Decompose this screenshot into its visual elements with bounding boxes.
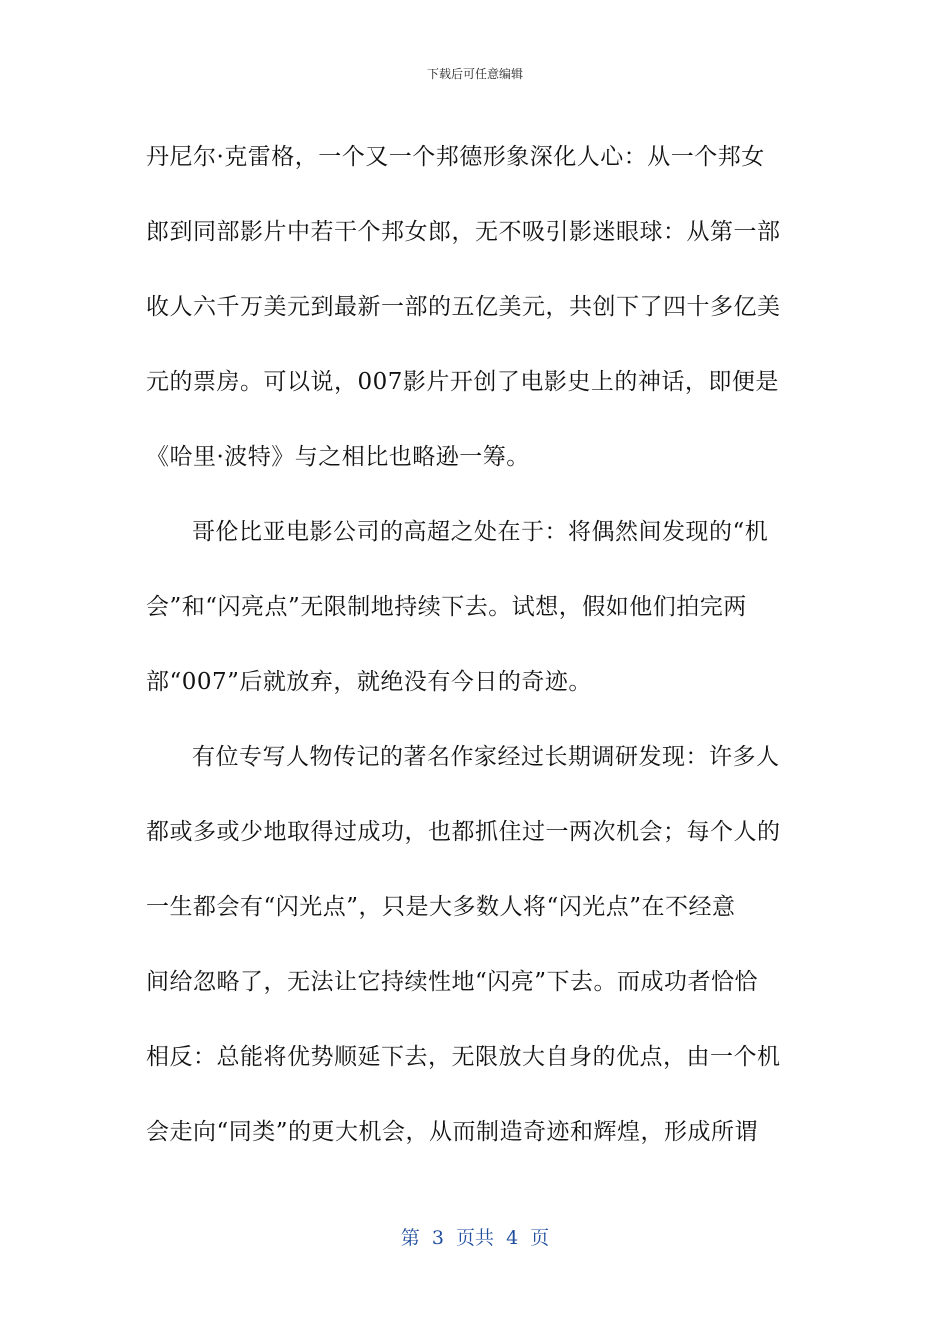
page-number-footer: 第 3 页共 4 页: [400, 1227, 550, 1249]
text-line: 《哈里·波特》与之相比也略逊一筹。: [146, 444, 530, 470]
text-line: 收人六千万美元到最新一部的五亿美元，共创下了四十多亿美: [146, 294, 781, 320]
text-line: 一生都会有“闪光点”，只是大多数人将“闪光点”在不经意: [146, 894, 736, 920]
text-line: 部“007”后就放弃，就绝没有今日的奇迹。: [146, 669, 592, 695]
text-line: 相反：总能将优势顺延下去，无限放大自身的优点，由一个机: [146, 1044, 781, 1070]
page-header: 下载后可任意编辑: [426, 67, 523, 81]
paragraph-first-line: 有位专写人物传记的著名作家经过长期调研发现：许多人: [192, 744, 780, 770]
text-line: 元的票房。可以说，007影片开创了电影史上的神话，即便是: [146, 369, 779, 395]
text-line: 间给忽略了，无法让它持续性地“闪亮”下去。而成功者恰恰: [146, 969, 759, 995]
paragraph-first-line: 哥伦比亚电影公司的高超之处在于：将偶然间发现的“机: [192, 519, 769, 545]
text-line: 会”和“闪亮点”无限制地持续下去。试想，假如他们拍完两: [146, 594, 747, 620]
text-line: 郎到同部影片中若干个邦女郎，无不吸引影迷眼球：从第一部: [146, 219, 781, 245]
text-line: 会走向“同类”的更大机会，从而制造奇迹和辉煌，形成所谓: [146, 1119, 759, 1145]
text-line: 丹尼尔·克雷格，一个又一个邦德形象深化人心：从一个邦女: [146, 144, 765, 170]
text-line: 都或多或少地取得过成功，也都抓住过一两次机会；每个人的: [146, 819, 781, 845]
body-text: [146, 146, 792, 1196]
